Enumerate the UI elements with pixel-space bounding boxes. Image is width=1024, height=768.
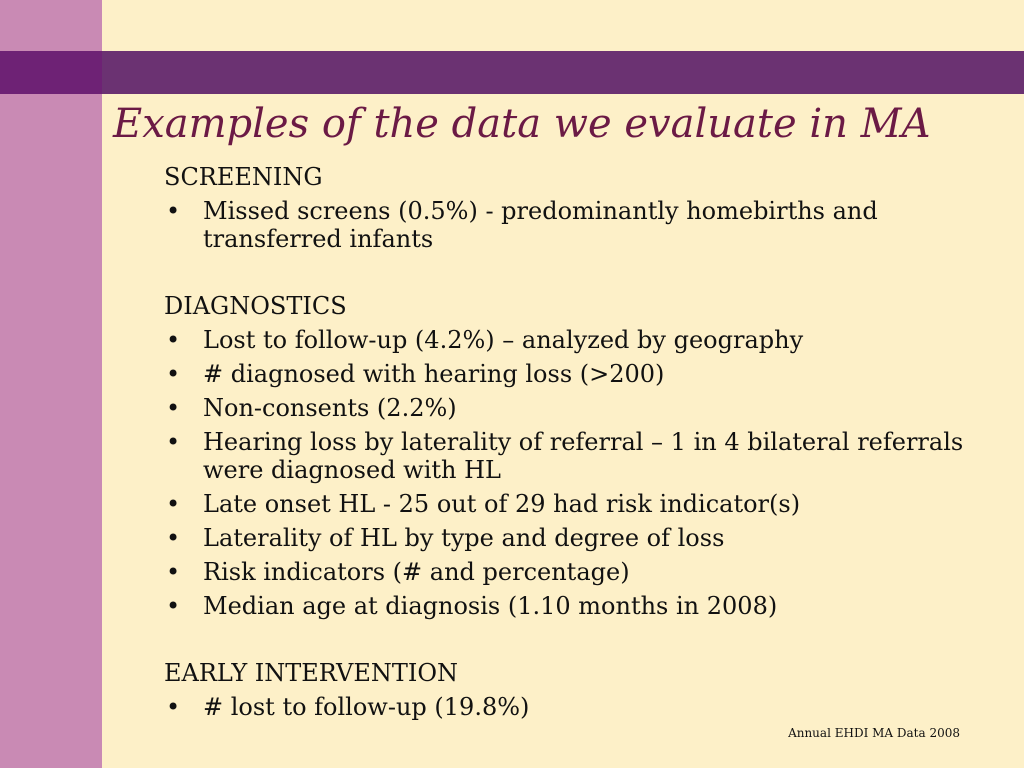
list-item-text: Median age at diagnosis (1.10 months in 2008) <box>203 592 778 620</box>
bullet-icon: • <box>166 524 181 552</box>
list-item-text: # lost to follow-up (19.8%) <box>203 693 530 721</box>
section-heading: DIAGNOSTICS <box>164 292 347 320</box>
slide-footer: Annual EHDI MA Data 2008 <box>788 726 960 740</box>
bullet-icon: • <box>166 197 181 225</box>
list-item <box>164 197 1004 253</box>
list-item <box>164 592 1004 620</box>
list-item-text: Hearing loss by laterality of referral – 1 in 4 bilateral referrals were diagnosed with HL <box>203 428 964 484</box>
slide-title: Examples of the data we evaluate in MA <box>113 101 931 147</box>
bullet-icon: • <box>166 326 181 354</box>
bullet-icon: • <box>166 592 181 620</box>
bullet-icon: • <box>166 490 181 518</box>
slide-content <box>164 163 1004 721</box>
list-item <box>164 524 1004 552</box>
top-accent-band-corner <box>0 51 102 94</box>
list-item <box>164 693 1004 721</box>
bullet-icon: • <box>166 428 181 456</box>
list-item-text: Late onset HL - 25 out of 29 had risk indicator(s) <box>203 490 801 518</box>
list-item-text: Laterality of HL by type and degree of loss <box>203 524 725 552</box>
bullet-icon: • <box>166 394 181 422</box>
top-accent-band <box>0 51 1024 94</box>
bullet-icon: • <box>166 558 181 586</box>
bullet-icon: • <box>166 693 181 721</box>
list-item-text: Missed screens (0.5%) - predominantly homebirths and transferred infants <box>203 197 878 253</box>
section-heading: SCREENING <box>164 163 323 191</box>
section-diagnostics <box>164 292 1004 620</box>
list-item-text: Non-consents (2.2%) <box>203 394 457 422</box>
list-item <box>164 326 1004 354</box>
list-item-text: Risk indicators (# and percentage) <box>203 558 630 586</box>
section-heading: EARLY INTERVENTION <box>164 659 459 687</box>
bullet-list <box>164 693 1004 721</box>
list-item <box>164 428 1004 484</box>
section-screening <box>164 163 1004 253</box>
list-item-text: # diagnosed with hearing loss (>200) <box>203 360 665 388</box>
bullet-icon: • <box>166 360 181 388</box>
section-early-intervention <box>164 659 1004 721</box>
bullet-list <box>164 326 1004 620</box>
list-item <box>164 490 1004 518</box>
list-item-text: Lost to follow-up (4.2%) – analyzed by geography <box>203 326 804 354</box>
left-accent-bar <box>0 0 102 768</box>
list-item <box>164 558 1004 586</box>
list-item <box>164 360 1004 388</box>
list-item <box>164 394 1004 422</box>
bullet-list <box>164 197 1004 253</box>
